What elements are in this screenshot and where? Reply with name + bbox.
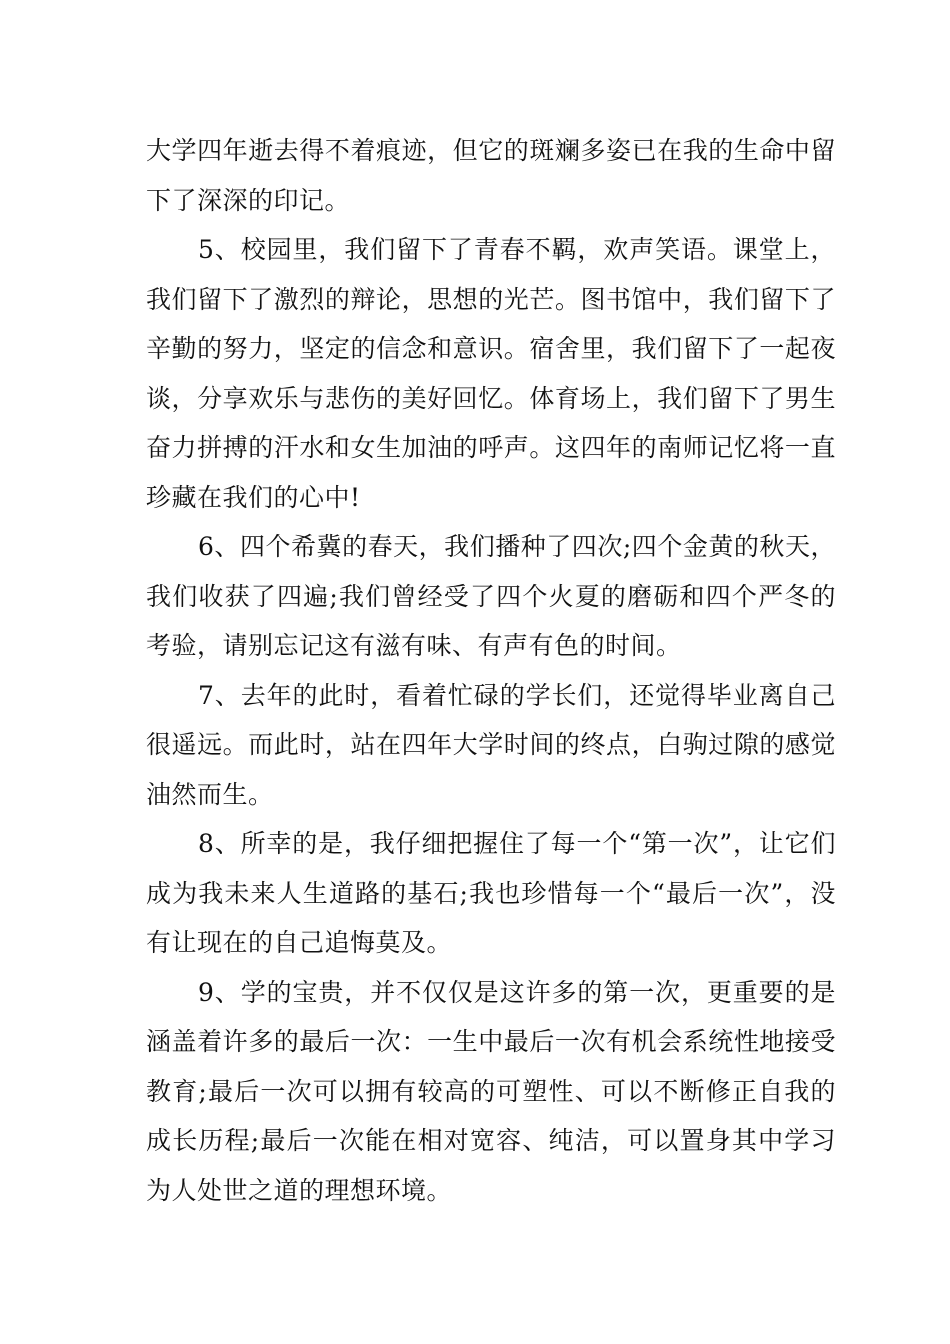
paragraph-7: 7、去年的此时，看着忙碌的学长们，还觉得毕业离自己很遥远。而此时，站在四年大学时间的终点，白驹过隙的感觉油然而生。 [146, 680, 836, 809]
paragraph-6: 6、四个希冀的春天，我们播种了四次;四个金黄的秋天，我们收获了四遍;我们曾经受了四个火夏的磨砺和四个严冬的考验，请别忘记这有滋有味、有声有色的时间。 [146, 532, 836, 660]
paragraph-8: 8、所幸的是，我仔细把握住了每一个“第一次”，让它们成为我未来人生道路的基石;我也珍惜每一个“最后一次”，没有让现在的自己追悔莫及。 [146, 829, 836, 957]
paragraph-9: 9、学的宝贵，并不仅仅是这许多的第一次，更重要的是涵盖着许多的最后一次：一生中最后一次有机会系统性地接受教育;最后一次可以拥有较高的可塑性、可以不断修正自我的成长历程;最后一次能在相对宽容、纯洁，可以置身其中学习为人处世之道的理想环境。 [146, 977, 836, 1205]
document-body [146, 126, 836, 1215]
paragraph-intro-continuation: 大学四年逝去得不着痕迹，但它的斑斓多姿已在我的生命中留下了深深的印记。 [146, 136, 836, 215]
paragraph-5: 5、校园里，我们留下了青春不羁，欢声笑语。课堂上，我们留下了激烈的辩论，思想的光芒。图书馆中，我们留下了辛勤的努力，坚定的信念和意识。宿舍里，我们留下了一起夜谈，分享欢乐与悲伤的美好回忆。体育场上，我们留下了男生奋力拼搏的汗水和女生加油的呼声。这四年的南师记忆将一直珍藏在我们的心中! [146, 235, 836, 512]
